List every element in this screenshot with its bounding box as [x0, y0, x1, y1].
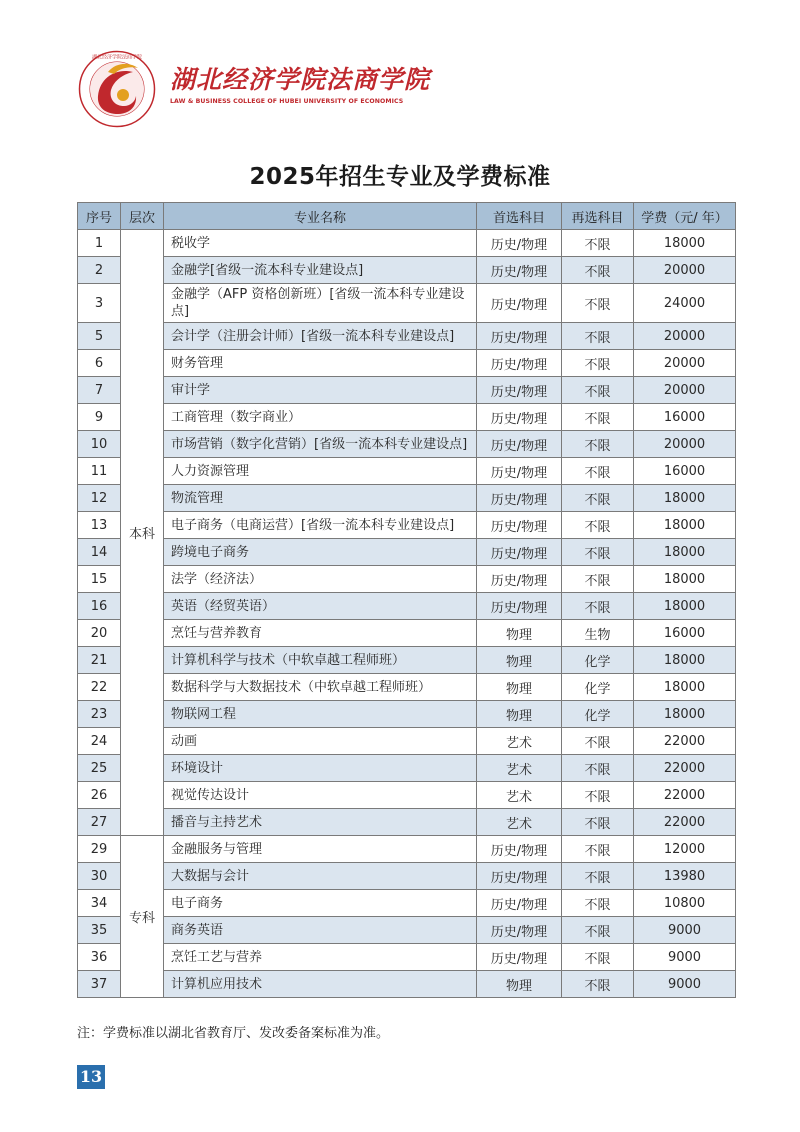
tuition-fee: 22000 [634, 809, 736, 836]
major-name: 跨境电子商务 [164, 539, 477, 566]
tuition-fee: 18000 [634, 230, 736, 257]
major-name: 金融学[省级一流本科专业建设点] [164, 257, 477, 284]
row-number: 15 [78, 566, 121, 593]
tuition-fee: 18000 [634, 647, 736, 674]
table-row [78, 404, 736, 431]
row-number: 14 [78, 539, 121, 566]
tuition-fee: 22000 [634, 728, 736, 755]
level-cell: 专科 [121, 836, 164, 998]
second-subject: 不限 [562, 755, 634, 782]
second-subject: 不限 [562, 485, 634, 512]
tuition-fee: 20000 [634, 350, 736, 377]
table-row [78, 809, 736, 836]
major-name: 数据科学与大数据技术（中软卓越工程师班） [164, 674, 477, 701]
row-number: 2 [78, 257, 121, 284]
major-name: 物流管理 [164, 485, 477, 512]
row-number: 11 [78, 458, 121, 485]
table-row [78, 917, 736, 944]
first-subject: 艺术 [477, 782, 562, 809]
page-number: 13 [77, 1065, 105, 1089]
major-name: 工商管理（数字商业） [164, 404, 477, 431]
first-subject: 历史/物理 [477, 431, 562, 458]
major-name: 大数据与会计 [164, 863, 477, 890]
fees-table [77, 202, 736, 998]
first-subject: 历史/物理 [477, 404, 562, 431]
major-name: 播音与主持艺术 [164, 809, 477, 836]
second-subject: 不限 [562, 539, 634, 566]
row-number: 13 [78, 512, 121, 539]
table-row [78, 701, 736, 728]
column-header-second-subject: 再选科目 [562, 203, 634, 230]
major-name: 电子商务 [164, 890, 477, 917]
major-name: 视觉传达设计 [164, 782, 477, 809]
row-number: 5 [78, 323, 121, 350]
first-subject: 历史/物理 [477, 377, 562, 404]
tuition-fee: 9000 [634, 944, 736, 971]
major-name: 计算机应用技术 [164, 971, 477, 998]
major-name: 金融服务与管理 [164, 836, 477, 863]
tuition-fee: 18000 [634, 593, 736, 620]
tuition-fee: 18000 [634, 701, 736, 728]
table-row [78, 782, 736, 809]
first-subject: 历史/物理 [477, 512, 562, 539]
row-number: 27 [78, 809, 121, 836]
table-row [78, 836, 736, 863]
first-subject: 物理 [477, 674, 562, 701]
second-subject: 不限 [562, 971, 634, 998]
tuition-fee: 16000 [634, 404, 736, 431]
major-name: 金融学（AFP 资格创新班）[省级一流本科专业建设点] [164, 284, 477, 323]
table-row [78, 350, 736, 377]
column-header-level: 层次 [121, 203, 164, 230]
tuition-fee: 24000 [634, 284, 736, 323]
first-subject: 历史/物理 [477, 836, 562, 863]
first-subject: 历史/物理 [477, 257, 562, 284]
table-row [78, 284, 736, 323]
row-number: 37 [78, 971, 121, 998]
major-name: 英语（经贸英语） [164, 593, 477, 620]
first-subject: 物理 [477, 971, 562, 998]
tuition-fee: 22000 [634, 782, 736, 809]
row-number: 26 [78, 782, 121, 809]
second-subject: 生物 [562, 620, 634, 647]
tuition-fee: 22000 [634, 755, 736, 782]
second-subject: 不限 [562, 284, 634, 323]
row-number: 10 [78, 431, 121, 458]
row-number: 6 [78, 350, 121, 377]
major-name: 人力资源管理 [164, 458, 477, 485]
tuition-fee: 18000 [634, 566, 736, 593]
tuition-fee: 13980 [634, 863, 736, 890]
major-name: 计算机科学与技术（中软卓越工程师班） [164, 647, 477, 674]
svg-text:湖北经济学院法商学院: 湖北经济学院法商学院 [91, 54, 143, 61]
first-subject: 物理 [477, 647, 562, 674]
second-subject: 化学 [562, 701, 634, 728]
row-number: 25 [78, 755, 121, 782]
tuition-fee: 12000 [634, 836, 736, 863]
major-name: 烹饪与营养教育 [164, 620, 477, 647]
first-subject: 历史/物理 [477, 566, 562, 593]
row-number: 22 [78, 674, 121, 701]
column-header-major: 专业名称 [164, 203, 477, 230]
second-subject: 不限 [562, 458, 634, 485]
row-number: 23 [78, 701, 121, 728]
table-header-row [78, 203, 736, 230]
row-number: 9 [78, 404, 121, 431]
second-subject: 不限 [562, 323, 634, 350]
table-row [78, 458, 736, 485]
second-subject: 不限 [562, 890, 634, 917]
first-subject: 历史/物理 [477, 917, 562, 944]
table-row [78, 485, 736, 512]
first-subject: 历史/物理 [477, 284, 562, 323]
table-row [78, 755, 736, 782]
column-header-fee: 学费（元/ 年） [634, 203, 736, 230]
first-subject: 历史/物理 [477, 458, 562, 485]
major-name: 税收学 [164, 230, 477, 257]
second-subject: 不限 [562, 944, 634, 971]
table-row [78, 512, 736, 539]
table-row [78, 971, 736, 998]
first-subject: 艺术 [477, 728, 562, 755]
first-subject: 艺术 [477, 755, 562, 782]
tuition-fee: 20000 [634, 323, 736, 350]
second-subject: 不限 [562, 230, 634, 257]
second-subject: 不限 [562, 512, 634, 539]
table-row [78, 377, 736, 404]
row-number: 12 [78, 485, 121, 512]
tuition-fee: 18000 [634, 512, 736, 539]
tuition-fee: 20000 [634, 257, 736, 284]
major-name: 商务英语 [164, 917, 477, 944]
row-number: 3 [78, 284, 121, 323]
second-subject: 化学 [562, 647, 634, 674]
major-name: 烹饪工艺与营养 [164, 944, 477, 971]
second-subject: 不限 [562, 350, 634, 377]
table-row [78, 230, 736, 257]
table-row [78, 431, 736, 458]
row-number: 7 [78, 377, 121, 404]
table-row [78, 323, 736, 350]
tuition-fee: 18000 [634, 485, 736, 512]
first-subject: 物理 [477, 701, 562, 728]
table-row [78, 863, 736, 890]
tuition-fee: 20000 [634, 431, 736, 458]
tuition-fee: 16000 [634, 620, 736, 647]
row-number: 34 [78, 890, 121, 917]
table-row [78, 539, 736, 566]
table-row [78, 674, 736, 701]
tuition-fee: 9000 [634, 971, 736, 998]
table-row [78, 593, 736, 620]
row-number: 36 [78, 944, 121, 971]
tuition-fee: 10800 [634, 890, 736, 917]
major-name: 动画 [164, 728, 477, 755]
major-name: 法学（经济法） [164, 566, 477, 593]
row-number: 29 [78, 836, 121, 863]
first-subject: 历史/物理 [477, 350, 562, 377]
level-cell: 本科 [121, 230, 164, 836]
second-subject: 不限 [562, 566, 634, 593]
row-number: 21 [78, 647, 121, 674]
first-subject: 历史/物理 [477, 230, 562, 257]
college-name-cn: 湖北经济学院法商学院 [170, 65, 431, 94]
table-row [78, 944, 736, 971]
major-name: 财务管理 [164, 350, 477, 377]
major-name: 环境设计 [164, 755, 477, 782]
college-name-en: LAW & BUSINESS COLLEGE OF HUBEI UNIVERSITY OF ECONOMICS [170, 98, 404, 105]
second-subject: 不限 [562, 404, 634, 431]
page-title: 2025年招生专业及学费标准 [249, 164, 551, 190]
table-row [78, 620, 736, 647]
second-subject: 不限 [562, 728, 634, 755]
tuition-fee: 18000 [634, 539, 736, 566]
tuition-fee: 18000 [634, 674, 736, 701]
footnote: 注：学费标准以湖北省教育厅、发改委备案标准为准。 [77, 1026, 390, 1041]
second-subject: 化学 [562, 674, 634, 701]
first-subject: 历史/物理 [477, 944, 562, 971]
row-number: 24 [78, 728, 121, 755]
major-name: 电子商务（电商运营）[省级一流本科专业建设点] [164, 512, 477, 539]
major-name: 物联网工程 [164, 701, 477, 728]
first-subject: 历史/物理 [477, 323, 562, 350]
major-name: 市场营销（数字化营销）[省级一流本科专业建设点] [164, 431, 477, 458]
tuition-fee: 9000 [634, 917, 736, 944]
table-row [78, 890, 736, 917]
row-number: 20 [78, 620, 121, 647]
college-header [78, 50, 431, 130]
tuition-fee: 16000 [634, 458, 736, 485]
major-name: 会计学（注册会计师）[省级一流本科专业建设点] [164, 323, 477, 350]
table-row [78, 257, 736, 284]
first-subject: 历史/物理 [477, 593, 562, 620]
row-number: 30 [78, 863, 121, 890]
column-header-first-subject: 首选科目 [477, 203, 562, 230]
second-subject: 不限 [562, 593, 634, 620]
first-subject: 历史/物理 [477, 890, 562, 917]
table-row [78, 566, 736, 593]
major-name: 审计学 [164, 377, 477, 404]
second-subject: 不限 [562, 917, 634, 944]
college-logo-icon [78, 50, 156, 128]
second-subject: 不限 [562, 377, 634, 404]
row-number: 1 [78, 230, 121, 257]
column-header-no: 序号 [78, 203, 121, 230]
second-subject: 不限 [562, 809, 634, 836]
row-number: 16 [78, 593, 121, 620]
second-subject: 不限 [562, 431, 634, 458]
first-subject: 历史/物理 [477, 485, 562, 512]
second-subject: 不限 [562, 782, 634, 809]
table-row [78, 728, 736, 755]
first-subject: 历史/物理 [477, 863, 562, 890]
first-subject: 艺术 [477, 809, 562, 836]
first-subject: 历史/物理 [477, 539, 562, 566]
second-subject: 不限 [562, 863, 634, 890]
second-subject: 不限 [562, 257, 634, 284]
first-subject: 物理 [477, 620, 562, 647]
table-row [78, 647, 736, 674]
row-number: 35 [78, 917, 121, 944]
second-subject: 不限 [562, 836, 634, 863]
tuition-fee: 20000 [634, 377, 736, 404]
